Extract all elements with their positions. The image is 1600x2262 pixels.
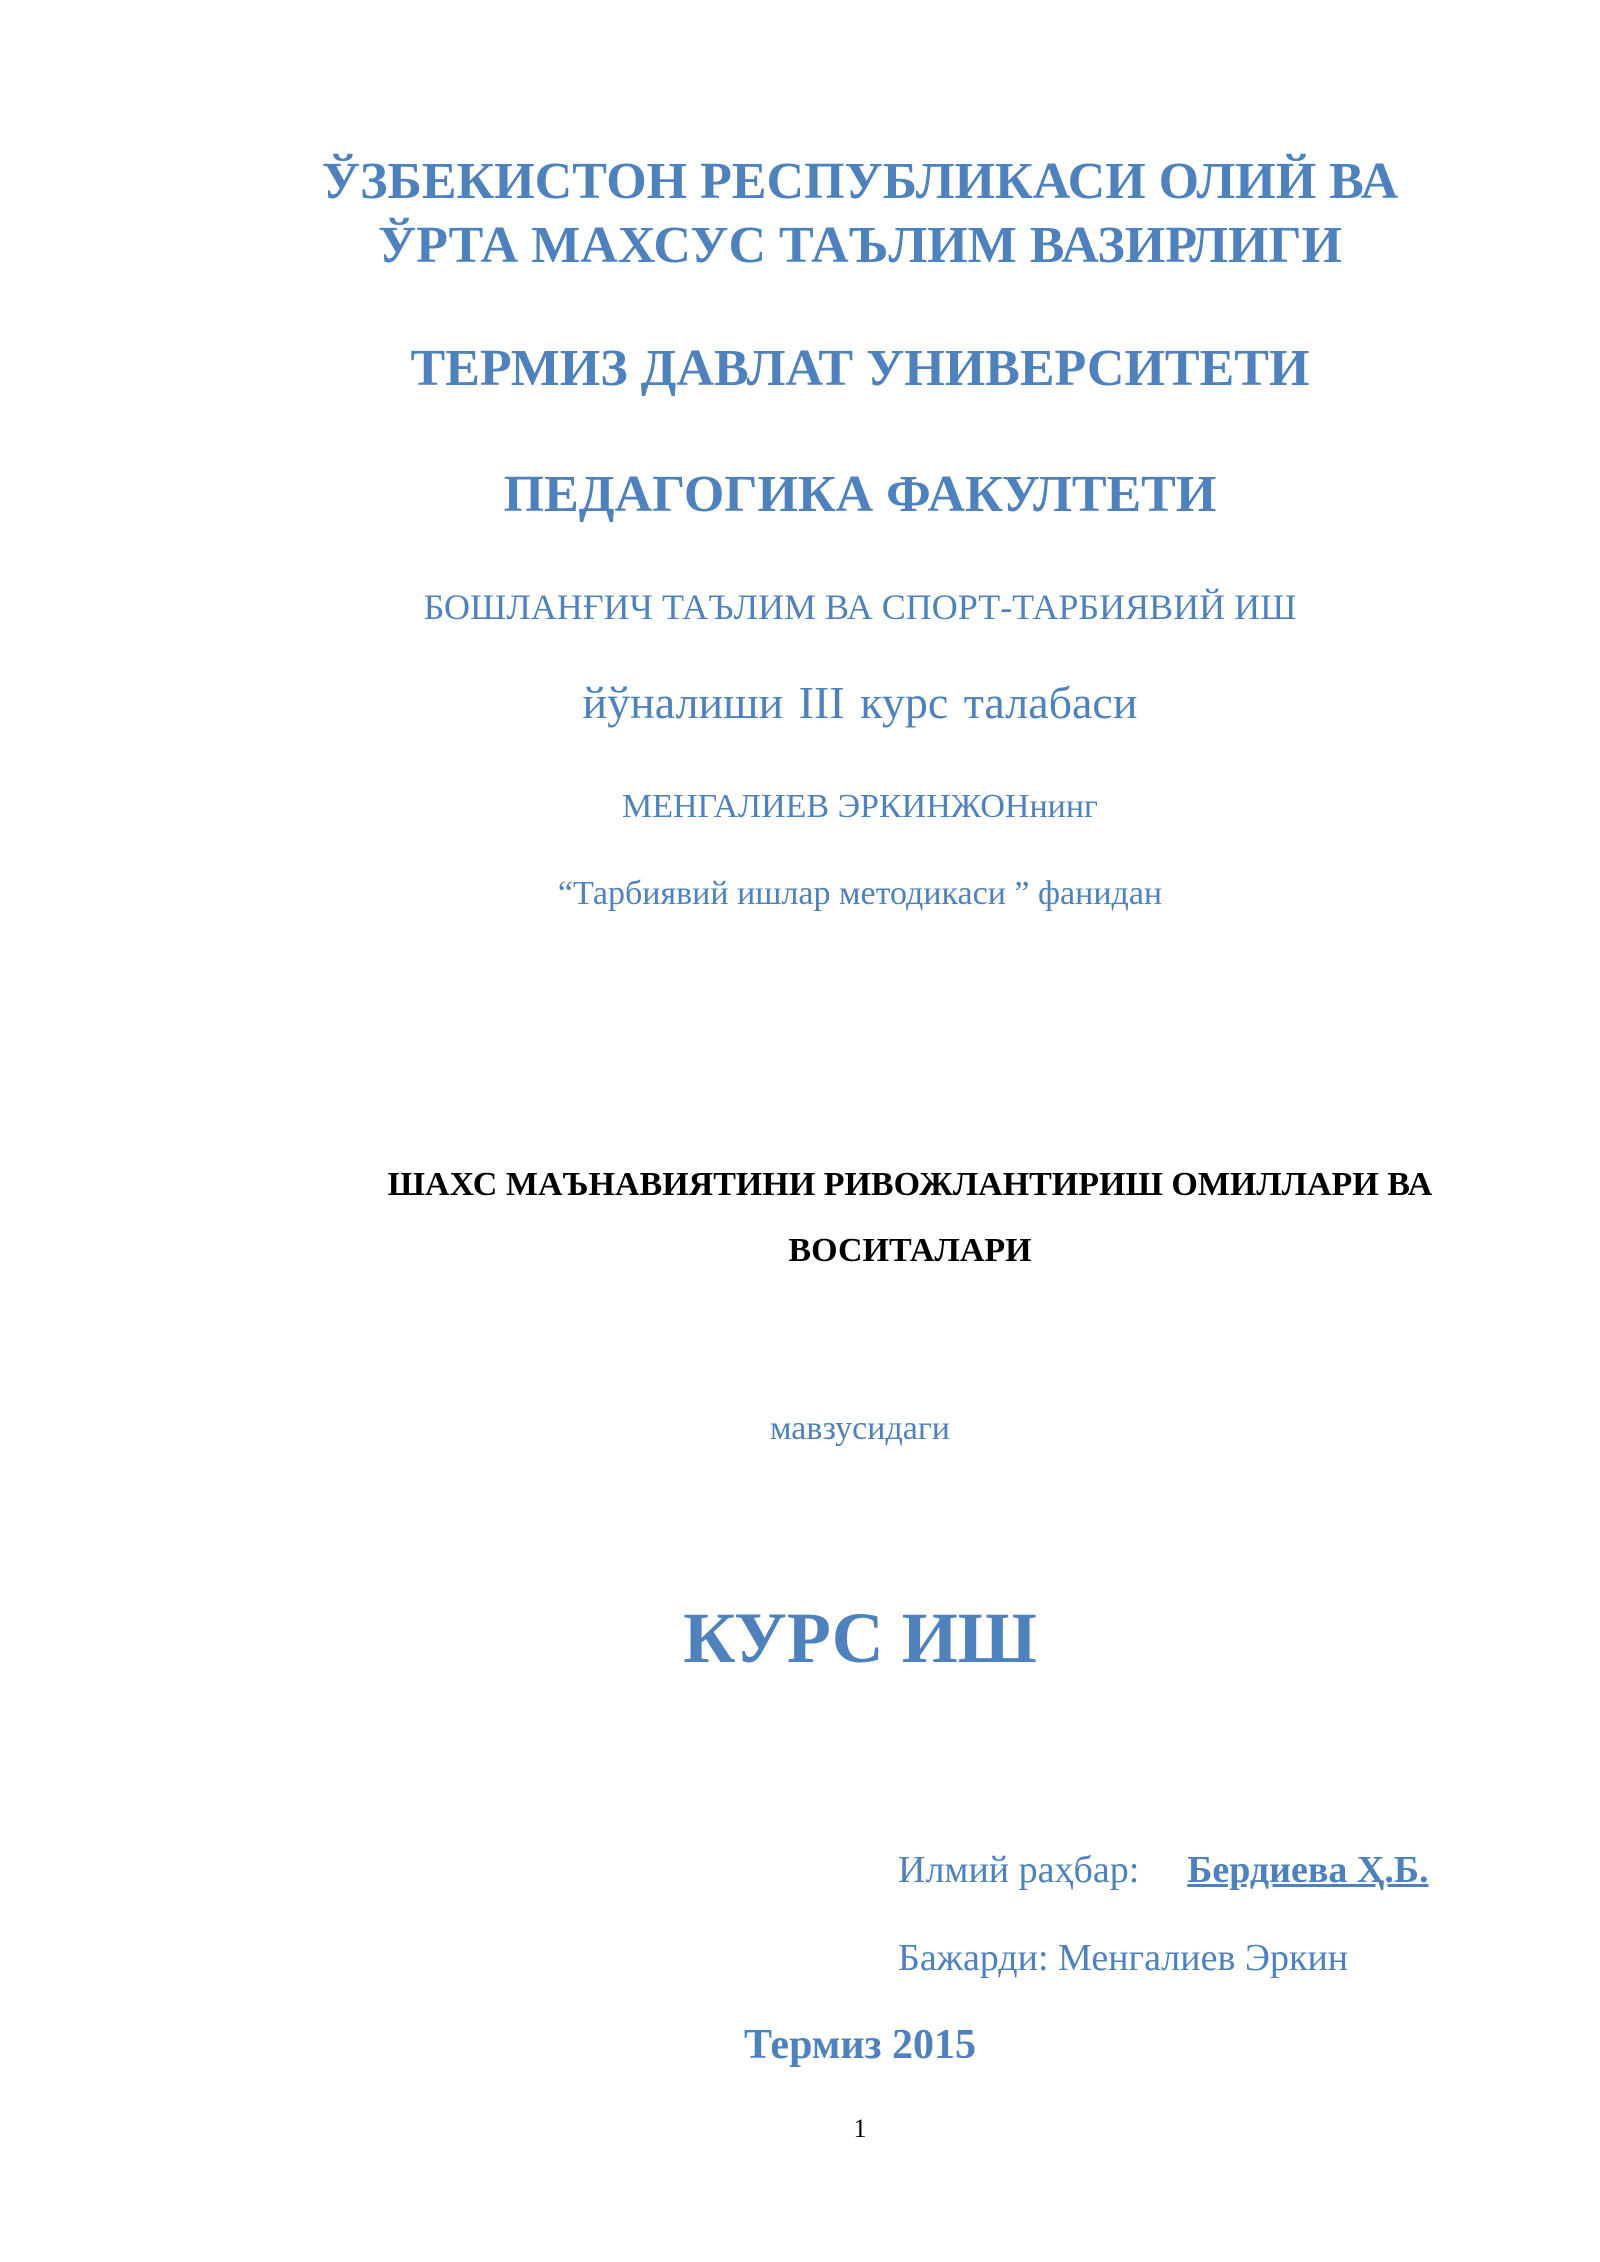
executor: Бажарди: Менгалиев Эркин	[898, 1937, 1349, 1979]
ministry-title-line2: ЎРТА МАХСУС ТАЪЛИМ ВАЗИРЛИГИ	[378, 217, 1342, 274]
topic-title-line2: ВОСИТАЛАРИ	[788, 1232, 1032, 1269]
page-number: 1	[853, 2114, 867, 2143]
university-name: ТЕРМИЗ ДАВЛАТ УНИВЕРСИТЕТИ	[410, 340, 1310, 397]
student-name: МЕНГАЛИЕВ ЭРКИНЖОНнинг	[621, 788, 1099, 825]
topic-suffix: мавзусидаги	[770, 1410, 950, 1447]
supervisor-label: Илмий раҳбар:	[898, 1849, 1140, 1891]
subject-name: “Тарбиявий ишлар методикаси ” фанидан	[557, 875, 1163, 912]
ministry-title-line1: ЎЗБЕКИСТОН РЕСПУБЛИКАСИ ОЛИЙ ВА	[321, 153, 1399, 210]
city-year: Термиз 2015	[744, 2022, 976, 2068]
study-direction: БОШЛАНҒИЧ ТАЪЛИМ ВА СПОРТ-ТАРБИЯВИЙ ИШ	[423, 587, 1297, 627]
supervisor	[898, 1847, 1428, 1893]
topic-title	[320, 1152, 1500, 1284]
work-type-title: КУРС ИШ	[683, 1598, 1037, 1678]
topic-title-line1: ШАХС МАЪНАВИЯТИНИ РИВОЖЛАНТИРИШ ОМИЛЛАРИ ВА	[387, 1166, 1433, 1203]
course-year: йўналиши III курс талабаси	[582, 677, 1138, 728]
faculty-name: ПЕДАГОГИКА ФАКУЛТЕТИ	[503, 466, 1217, 523]
supervisor-name: Бердиева Ҳ.Б.	[1187, 1849, 1429, 1891]
ministry-title	[60, 150, 1600, 278]
